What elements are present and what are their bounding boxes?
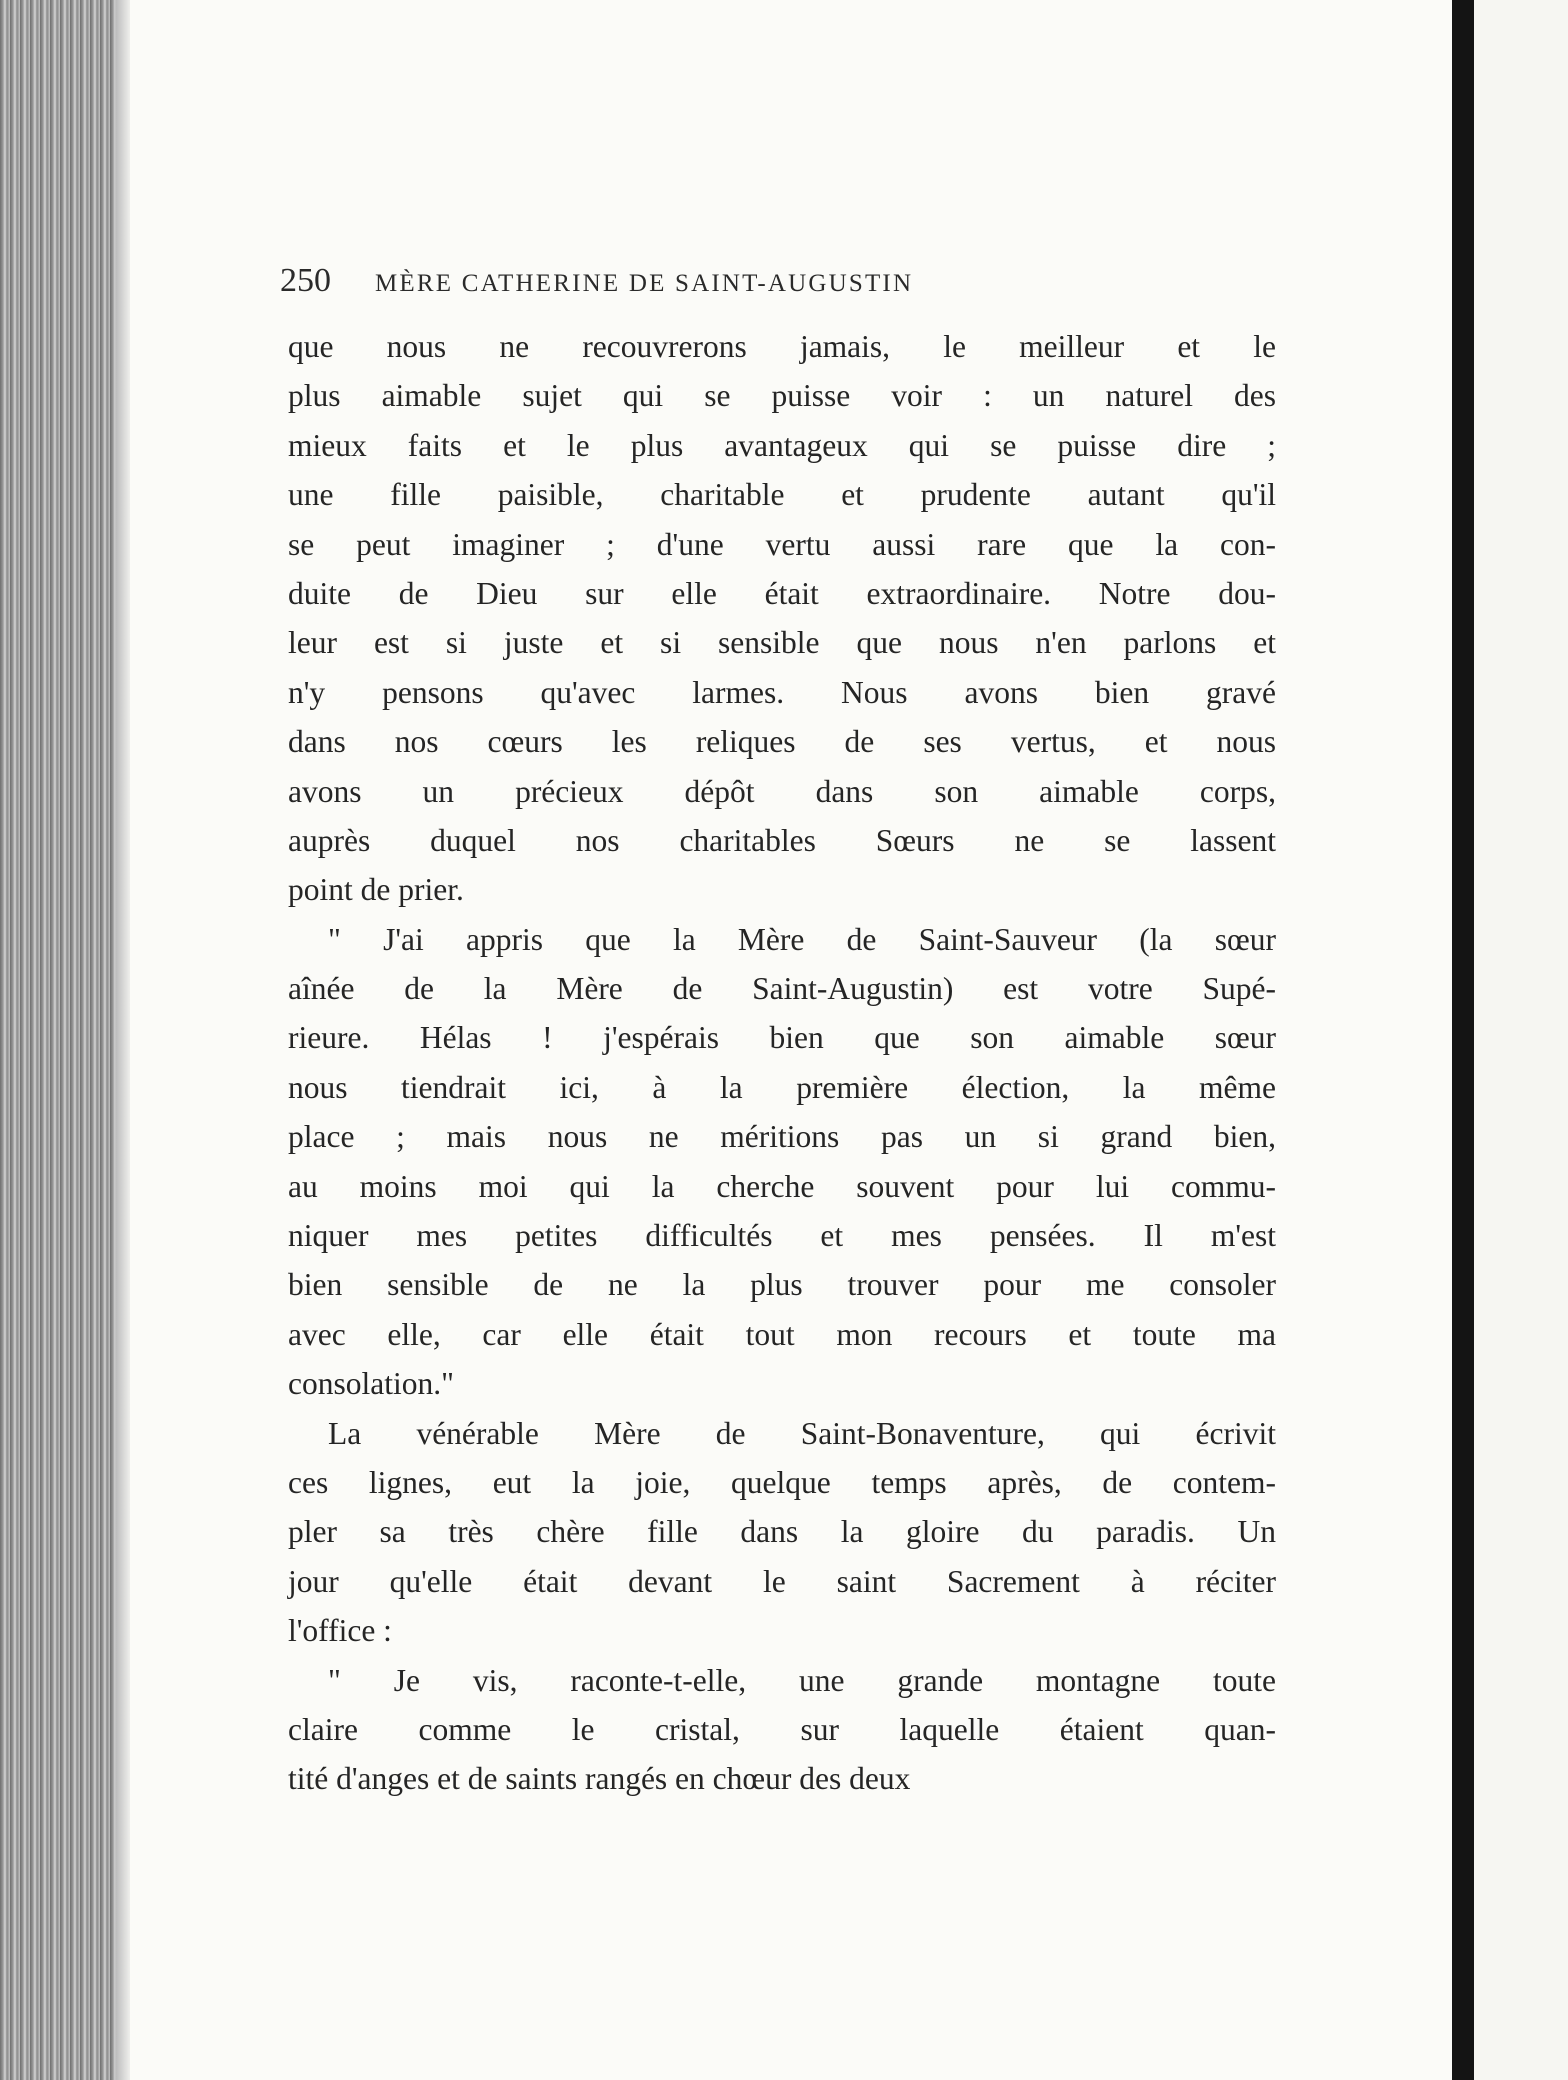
text-line: avons un précieux dépôt dans son aimable corps, — [288, 773, 1276, 809]
next-page-margin — [1474, 0, 1568, 2080]
text-line: rieure. Hélas ! j'espérais bien que son aimable sœur — [288, 1020, 1276, 1056]
text-line: niquer mes petites difficultés et mes pensées. Il m'est — [288, 1218, 1276, 1254]
text-line: La vénérable Mère de Saint-Bonaventure, qui écrivit — [328, 1415, 1276, 1451]
paragraph — [288, 915, 1276, 1409]
paragraph — [288, 1409, 1276, 1656]
text-line: place ; mais nous ne méritions pas un si grand bien, — [288, 1119, 1276, 1155]
text-line: ces lignes, eut la joie, quelque temps après, de contem- — [288, 1464, 1276, 1500]
text-line: " Je vis, raconte-t-elle, une grande montagne toute — [328, 1662, 1276, 1698]
text-line: pler sa très chère fille dans la gloire du paradis. Un — [288, 1514, 1276, 1550]
text-line: l'office : — [288, 1613, 392, 1649]
scanner-gutter — [1452, 0, 1474, 2080]
text-line: jour qu'elle était devant le saint Sacrement à réciter — [288, 1563, 1276, 1599]
text-line: nous tiendrait ici, à la première élection, la même — [288, 1069, 1276, 1105]
text-line: aînée de la Mère de Saint-Augustin) est votre Supé- — [288, 971, 1276, 1007]
text-line: point de prier. — [288, 872, 464, 908]
text-line: plus aimable sujet qui se puisse voir : un naturel des — [288, 378, 1276, 414]
text-line: se peut imaginer ; d'une vertu aussi rare que la con- — [288, 526, 1276, 562]
running-head — [280, 262, 1270, 300]
text-line: une fille paisible, charitable et prudente autant qu'il — [288, 477, 1276, 513]
page-edges — [0, 0, 130, 2080]
text-line: leur est si juste et si sensible que nous n'en parlons et — [288, 625, 1276, 661]
text-line: bien sensible de ne la plus trouver pour me consoler — [288, 1267, 1276, 1303]
text-line: que nous ne recouvrerons jamais, le meilleur et le — [288, 329, 1276, 364]
text-line: tité d'anges et de saints rangés en chœur des deux — [288, 1761, 911, 1797]
text-line: " J'ai appris que la Mère de Saint-Sauveur (la sœur — [328, 921, 1276, 957]
text-line: consolation." — [288, 1366, 454, 1402]
text-line: mieux faits et le plus avantageux qui se puisse dire ; — [288, 427, 1276, 463]
page-number: 250 — [280, 262, 331, 299]
text-line: duite de Dieu sur elle était extraordinaire. Notre dou- — [288, 575, 1276, 611]
running-title: MÈRE CATHERINE DE SAINT-AUGUSTIN — [375, 270, 914, 297]
text-line: n'y pensons qu'avec larmes. Nous avons bien gravé — [288, 674, 1276, 710]
text-line: au moins moi qui la cherche souvent pour lui commu- — [288, 1168, 1276, 1204]
paragraph — [288, 322, 1276, 915]
text-line: auprès duquel nos charitables Sœurs ne se lassent — [288, 822, 1276, 858]
text-line: avec elle, car elle était tout mon recours et toute ma — [288, 1316, 1276, 1352]
text-line: dans nos cœurs les reliques de ses vertus, et nous — [288, 724, 1276, 760]
paragraph — [288, 1656, 1276, 1804]
text-line: claire comme le cristal, sur laquelle étaient quan- — [288, 1711, 1276, 1747]
body-text — [288, 322, 1276, 1804]
